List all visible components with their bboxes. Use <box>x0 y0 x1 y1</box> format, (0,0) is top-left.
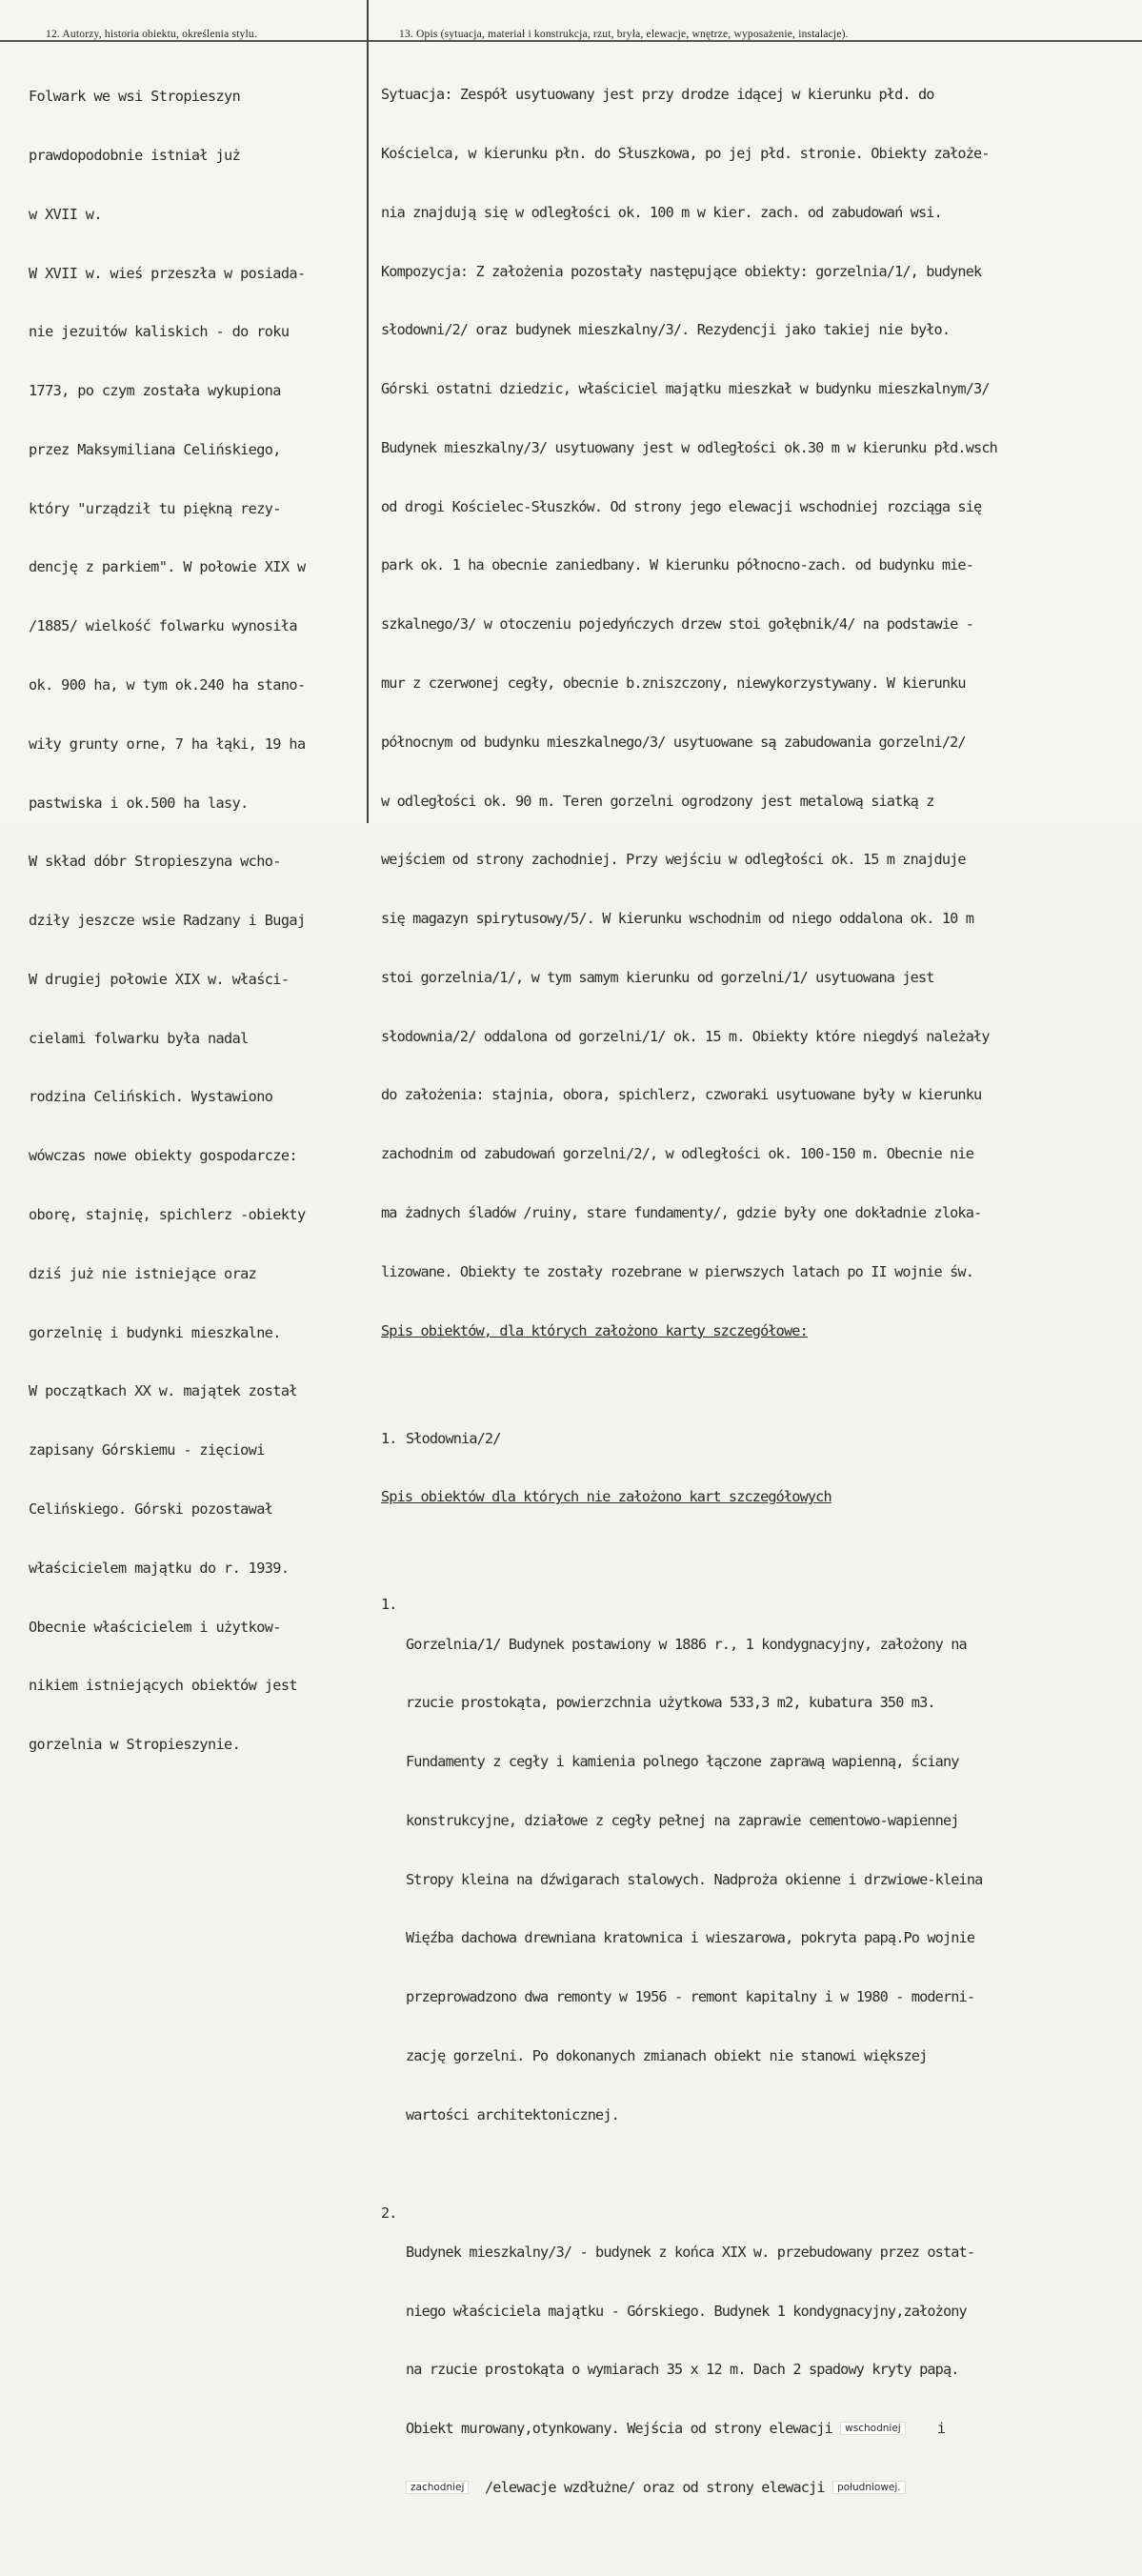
list-item <box>381 2204 1142 2537</box>
list-item-line: Fundamenty z cegły i kamienia polnego łączone zaprawą wapienną, ściany <box>406 1753 959 1771</box>
list-item-line: Budynek mieszkalny/3/ - budynek z końca XIX w. przebudowany przez ostat- <box>406 2243 975 2261</box>
history-line: W skład dóbr Stropieszyna wcho- <box>29 853 281 871</box>
history-text <box>0 48 367 1794</box>
history-line: właścicielem majątku do r. 1939. <box>29 1559 290 1577</box>
list-item-line <box>406 2478 974 2498</box>
description-text <box>369 46 1142 1379</box>
description-line: Górski ostatni dziedzic, właściciel majątku mieszkał w budynku mieszkalnym/3/ <box>381 380 990 398</box>
history-line: wiły grunty orne, 7 ha łąki, 19 ha <box>29 735 306 753</box>
list-item-line: niego właściciela majątku - Górskiego. Budynek 1 kondygnacyjny,założony <box>406 2302 967 2320</box>
history-line: zapisany Górskiemu - zięciowi <box>29 1441 265 1459</box>
list-item-line: Więźba dachowa drewniana kratownica i wieszarowa, pokryta papą.Po wojnie <box>406 1929 975 1947</box>
history-line: który "urządził tu piękną rezy- <box>29 499 281 517</box>
list-item-line: konstrukcyjne, działowe z cegły pełnej na zaprawie cementowo-wapiennej <box>406 1811 959 1829</box>
history-line: 1773, po czym została wykupiona <box>29 382 281 400</box>
list-item-line: Gorzelnia/1/ Budynek postawiony w 1886 r., 1 kondygnacyjny, założony na <box>406 1635 967 1653</box>
description-line: mur z czerwonej cegły, obecnie b.zniszczony, niewykorzystywany. W kierunku <box>381 674 966 692</box>
history-line: ok. 900 ha, w tym ok.240 ha stano- <box>29 676 306 694</box>
list-item-line: wartości architektonicznej. <box>406 2105 619 2123</box>
history-line: W drugiej połowie XIX w. właści- <box>29 970 290 988</box>
right-column <box>369 0 1142 2497</box>
list-without-cards <box>369 1556 1142 2576</box>
list-item-line: przeprowadzono dwa remonty w 1956 - remont kapitalny i w 1980 - moderni- <box>406 1988 975 2006</box>
history-line: W XVII w. wieś przeszła w posiada- <box>29 264 306 282</box>
list-item <box>381 1429 1142 1449</box>
description-line: Sytuacja: Zespół usytuowany jest przy drodze idącej w kierunku płd. do <box>381 86 934 104</box>
history-line: dencję z parkiem". W połowie XIX w <box>29 558 306 576</box>
handwritten-note: wschodniej <box>840 2422 906 2435</box>
history-line: dziś już nie istniejące oraz <box>29 1264 257 1282</box>
history-line: cielami folwarku była nadal <box>29 1029 249 1047</box>
description-line: zachodnim od zabudowań gorzelni/2/, w odległości ok. 100-150 m. Obecnie nie <box>381 1145 974 1163</box>
heading-without-cards: Spis obiektów dla których nie założono kart szczegółowych <box>381 1488 831 1506</box>
description-line: Kompozycja: Z założenia pozostały następujące obiekty: gorzelnia/1/, budynek <box>381 262 982 280</box>
description-line: Budynek mieszkalny/3/ usytuowany jest w odległości ok.30 m w kierunku płd.wsch <box>381 438 997 456</box>
description-line: do założenia: stajnia, obora, spichlerz, czworaki usytuowane były w kierunku <box>381 1086 982 1104</box>
description-line: ma żadnych śladów /ruiny, stare fundamenty/, gdzie były one dokładnie zloka- <box>381 1204 982 1222</box>
description-line: od drogi Kościelec-Słuszków. Od strony jego elewacji wschodniej rozciąga się <box>381 497 982 515</box>
history-line: oborę, stajnię, spichlerz -obiekty <box>29 1206 306 1224</box>
list-item-line: rzucie prostokąta, powierzchnia użytkowa 533,3 m2, kubatura 350 m3. <box>406 1694 935 1712</box>
description-line: nia znajdują się w odległości ok. 100 m w kier. zach. od zabudowań wsi. <box>381 203 942 221</box>
history-line: Folwark we wsi Stropieszyn <box>29 88 241 106</box>
list-item-text: i <box>936 2420 946 2438</box>
list-item-line: Stropy kleina na dźwigarach stalowych. Nadproża okienne i drzwiowe-kleina <box>406 1870 983 1888</box>
description-line: szkalnego/3/ w otoczeniu pojedyńczych drzew stoi gołębnik/4/ na podstawie - <box>381 615 974 634</box>
list-item-line <box>406 2419 974 2439</box>
list-item-number: 1. <box>381 1596 397 1614</box>
history-line: gorzelnia w Stropieszynie. <box>29 1736 241 1754</box>
list-item-text: /elewacje wzdłużne/ oraz od strony elewacji <box>485 2479 825 2497</box>
history-line: nikiem istniejących obiektów jest <box>29 1677 297 1695</box>
handwritten-note: południowej. <box>832 2481 906 2494</box>
description-line: słodowni/2/ oraz budynek mieszkalny/3/. Rezydencji jako takiej nie było. <box>381 321 951 339</box>
left-column <box>0 0 369 1754</box>
history-line: dziły jeszcze wsie Radzany i Bugaj <box>29 912 306 930</box>
history-line: W początkach XX w. majątek został <box>29 1382 297 1400</box>
history-line: prawdopodobnie istniał już <box>29 146 241 164</box>
description-line: lizowane. Obiekty te zostały rozebrane w pierwszych latach po II wojnie św. <box>381 1262 974 1280</box>
left-column-header: 12. Autorzy, historia obiektu, określenia stylu. <box>0 0 367 42</box>
description-line: północnym od budynku mieszkalnego/3/ usytuowane są zabudowania gorzelni/2/ <box>381 733 966 751</box>
list-item-text: Obiekt murowany,otynkowany. Wejścia od strony elewacji <box>406 2420 832 2438</box>
history-line: przez Maksymiliana Celińskiego, <box>29 440 281 458</box>
description-line: wejściem od strony zachodniej. Przy wejściu w odległości ok. 15 m znajduje <box>381 851 966 869</box>
handwritten-note: zachodniej <box>406 2481 469 2494</box>
description-line: Kościelca, w kierunku płn. do Słuszkowa, po jej płd. stronie. Obiekty założe- <box>381 144 990 162</box>
description-line: park ok. 1 ha obecnie zaniedbany. W kierunku północno-zach. od budynku mie- <box>381 556 974 574</box>
list-item <box>381 1595 1142 2163</box>
history-line: rodzina Celińskich. Wystawiono <box>29 1088 273 1106</box>
history-line: Celińskiego. Górski pozostawał <box>29 1499 273 1518</box>
description-line: słodownia/2/ oddalona od gorzelni/1/ ok. 15 m. Obiekty które niegdyś należały <box>381 1027 990 1045</box>
history-line: w XVII w. <box>29 205 102 223</box>
description-line: stoi gorzelnia/1/, w tym samym kierunku od gorzelni/1/ usytuowana jest <box>381 968 934 986</box>
description-line: w odległości ok. 90 m. Teren gorzelni ogrodzony jest metalową siatką z <box>381 792 934 810</box>
history-line: Obecnie właścicielem i użytkow- <box>29 1618 281 1636</box>
history-line: /1885/ wielkość folwarku wynosiła <box>29 617 297 635</box>
list-item-body <box>406 1595 982 2163</box>
list-item-number: 2. <box>381 2204 397 2222</box>
list-item-line: zację gorzelni. Po dokonanych zmianach obiekt nie stanowi większej <box>406 2046 928 2064</box>
list-item-line: na rzucie prostokąta o wymiarach 35 x 12 m. Dach 2 spadowy kryty papą. <box>406 2361 959 2379</box>
history-line: nie jezuitów kaliskich - do roku <box>29 323 290 341</box>
history-line: pastwiska i ok.500 ha lasy. <box>29 794 249 812</box>
list-item-number: 1. <box>381 1429 397 1447</box>
history-line: wówczas nowe obiekty gospodarcze: <box>29 1147 297 1165</box>
list-item-body <box>406 2204 974 2537</box>
list-with-cards <box>369 1389 1142 1546</box>
history-line: gorzelnię i budynki mieszkalne. <box>29 1323 281 1341</box>
right-column-header: 13. Opis (sytuacja, materiał i konstrukcja, rzut, bryła, elewacje, wnętrze, wyposażenie, instalacje). <box>369 0 1142 42</box>
description-line: się magazyn spirytusowy/5/. W kierunku wschodnim od niego oddalona ok. 10 m <box>381 910 974 928</box>
list-item-text: Słodownia/2/ <box>406 1429 501 1447</box>
heading-with-cards: Spis obiektów, dla których założono karty szczegółowe: <box>381 1321 808 1339</box>
